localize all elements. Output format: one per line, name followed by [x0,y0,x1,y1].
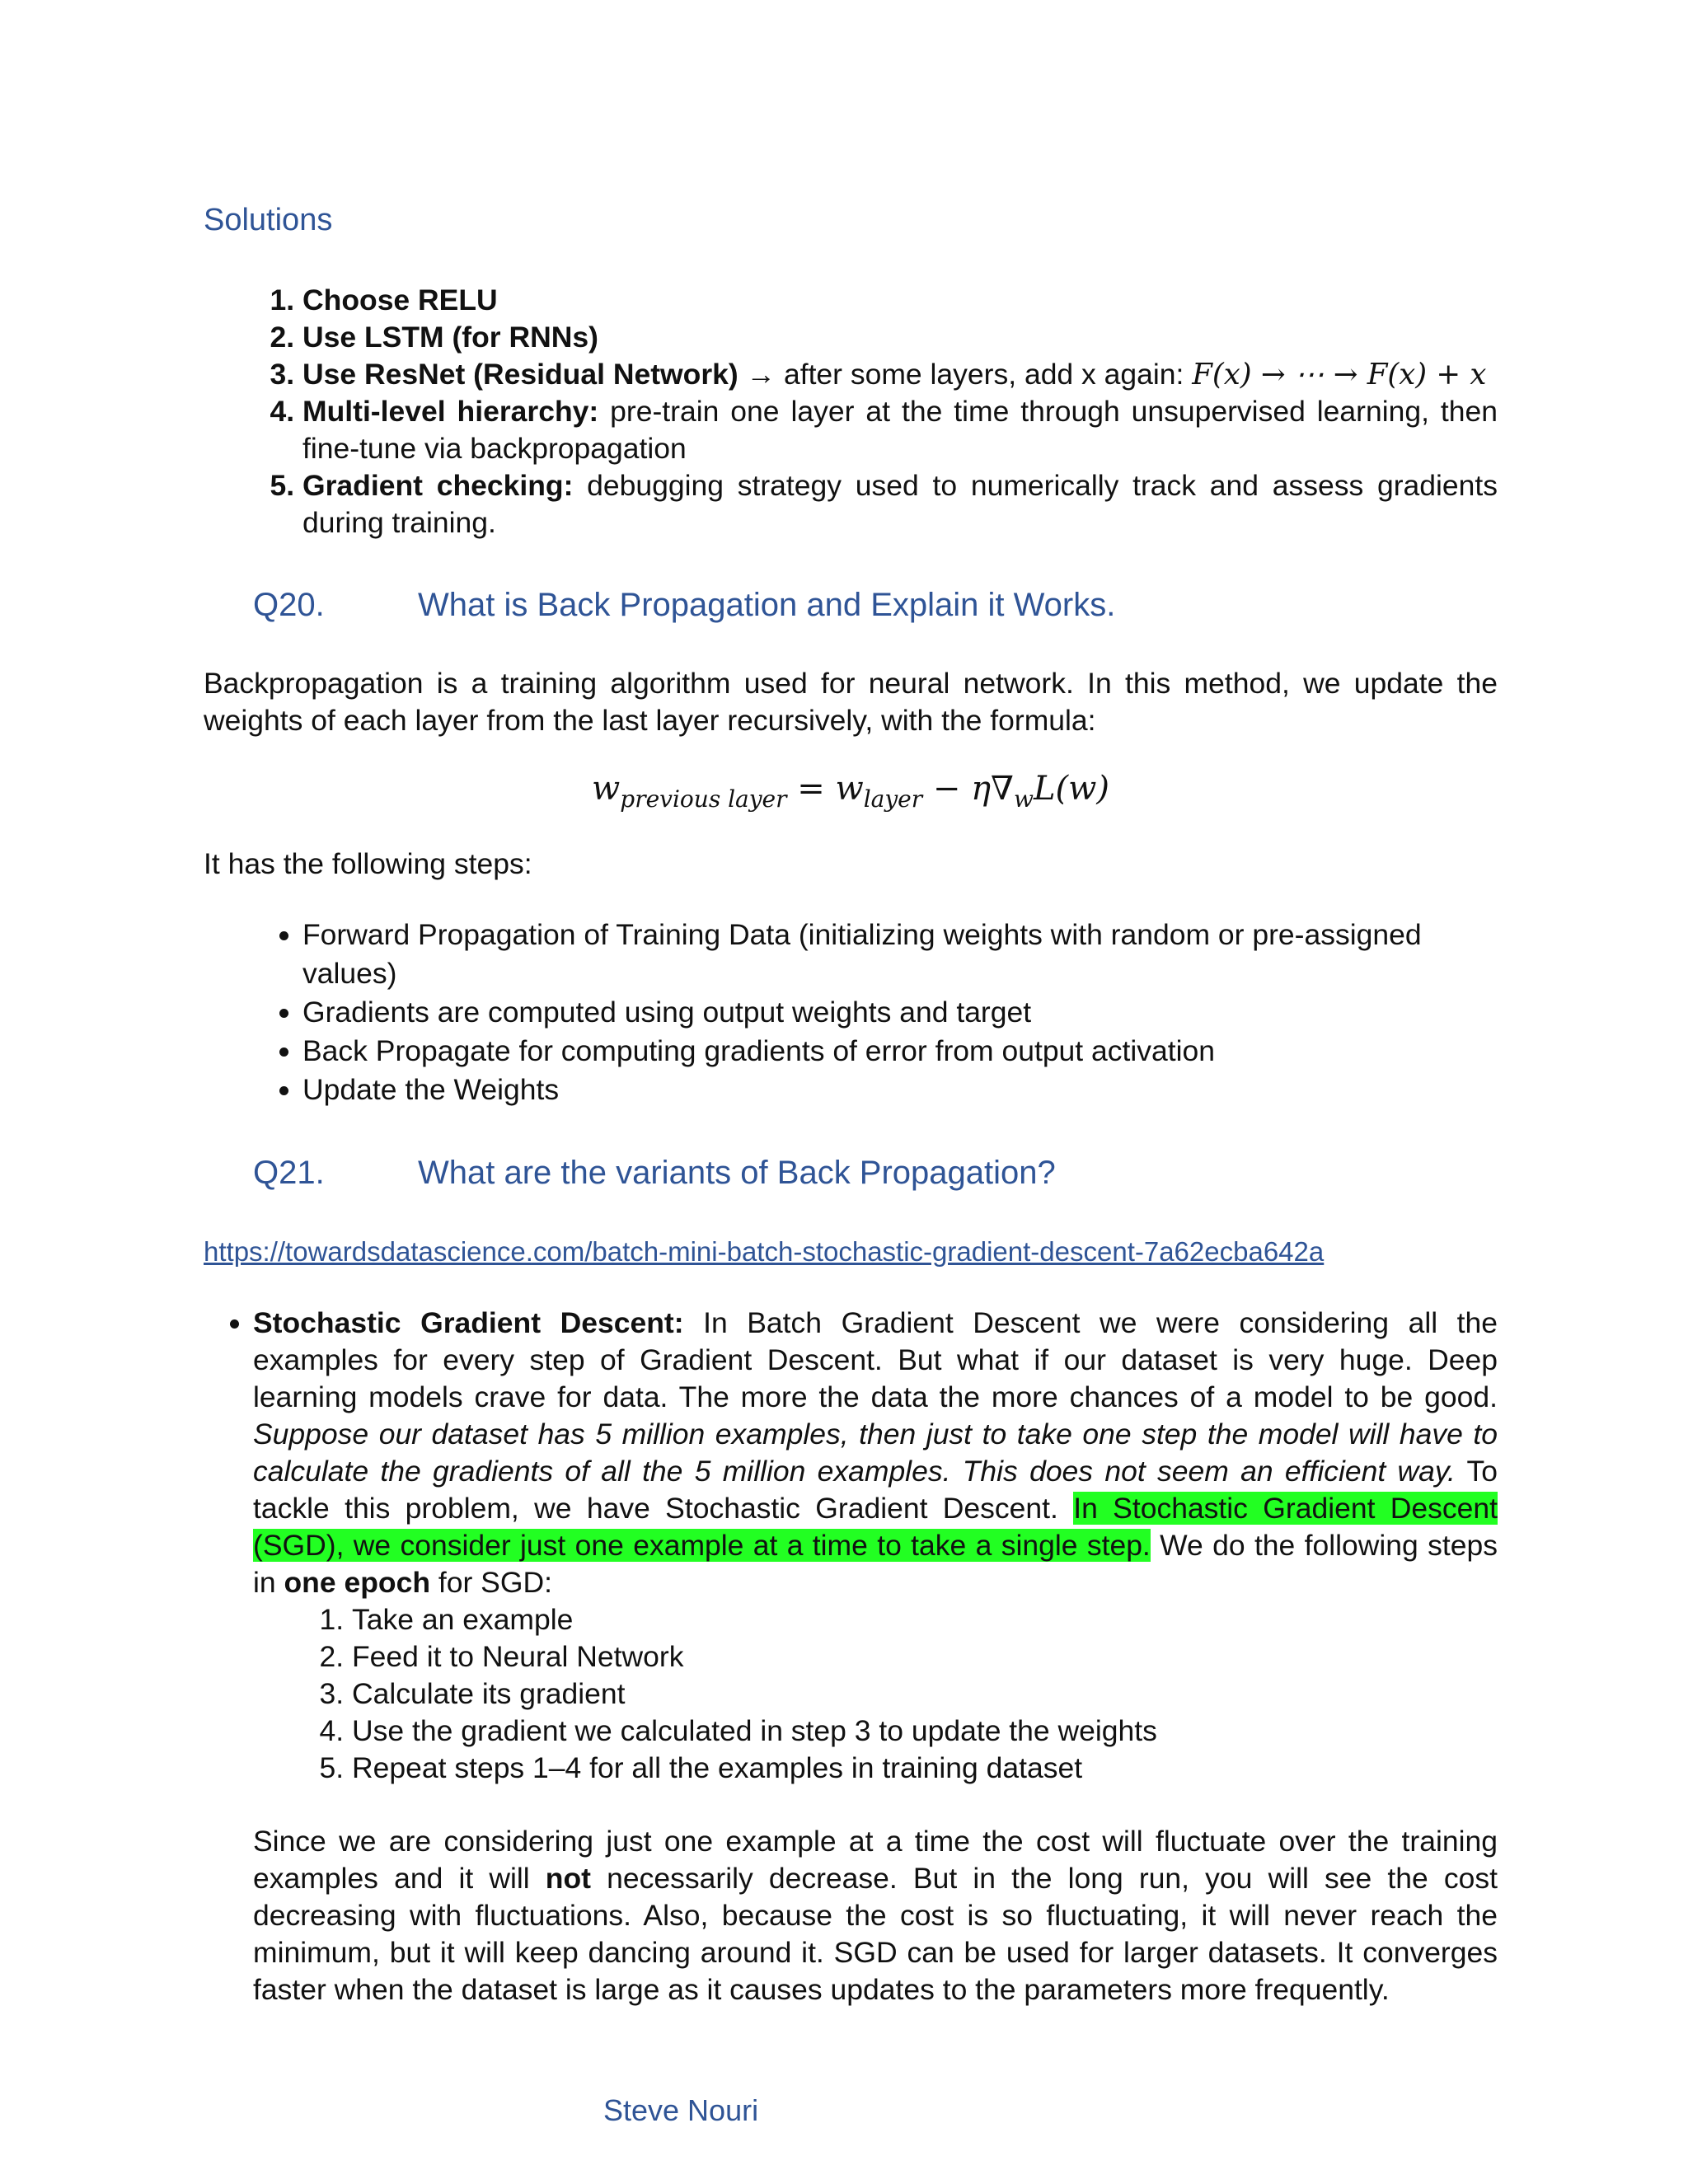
solution-text: pre-train one layer at the time through unsupervised learning, then fine-tune via backpropagation [302,395,1498,465]
solution-item-3 [302,356,1498,393]
solution-label: Use ResNet (Residual Network) [302,358,738,391]
formula-tail: L(w) [1033,770,1109,808]
sgd-explanation-2: necessarily decrease. But in the long run, you will see the cost decreasing with fluctuations. Also, because the cost is so fluctuating, it will never reach the minimum, but it will keep dancing around it. SGD can be used for larger datasets. It converges faster when the dataset is large as it causes updates to the parameters more frequently. [253,1862,1498,2006]
solution-item-4 [302,393,1498,467]
solution-text: after some layers, add x again: [776,358,1193,391]
solution-item-5 [302,467,1498,541]
sgd-explanation-1: Since we are considering just one example at a time the cost will fluctuate over the training examples and it will [253,1825,1498,1895]
sgd-steps-list [253,1601,1498,1787]
sgd-bold: one epoch [284,1566,431,1599]
formula-lhs: w [592,770,621,808]
q20-number: Q20. [253,587,325,623]
sgd-item [253,1305,1498,1787]
right-arrow-icon: → [746,358,776,391]
sgd-text-3: We do the following steps in [253,1529,1498,1599]
formula-rhs: − η∇ [922,770,1014,808]
solution-label: Use LSTM (for RNNs) [302,321,598,354]
sgd-text-1: In Batch Gradient Descent we were considering all the examples for every step of Gradient Descent. But what if our dataset is very huge. Deep learning models crave for data. The more the data the more chances of a model to be good. [253,1306,1498,1413]
solution-label: Gradient checking: [302,469,574,502]
q21-title: What are the variants of Back Propagation? [418,1155,1056,1191]
formula-eq: = w [786,770,864,808]
backprop-formula [204,771,1498,818]
solution-label: Multi-level hierarchy: [302,395,599,428]
sgd-explanation [253,1823,1498,2008]
page-content [204,202,1498,2008]
formula-rhs-sub: layer [863,785,923,813]
sgd-text-4: for SGD: [430,1566,552,1599]
list-item: 1. Take an example [352,1601,1498,1638]
footer-author: Steve Nouri [603,2093,759,2127]
solution-label: Choose RELU [302,284,498,316]
sgd-italic: Suppose our dataset has 5 million examples, then just to take one step the model will have to calculate the gradients of all the 5 million examples. This does not seem an efficient way. [253,1418,1498,1488]
sgd-highlight: In Stochastic Gradient Descent (SGD), we consider just one example at a time to take a single step. [253,1492,1498,1562]
variants-list [204,1305,1498,1787]
solution-item-1 [302,282,1498,319]
formula-lhs-sub: previous layer [620,785,787,813]
q20-steps-list [204,916,1498,1109]
q21-number: Q21. [253,1155,325,1191]
list-item: • Update the Weights [302,1071,1498,1109]
list-item: 3. Calculate its gradient [352,1675,1498,1713]
solutions-list [204,282,1498,541]
list-item: • Forward Propagation of Training Data (initializing weights with random or pre-assigned values) [302,916,1498,993]
formula-grad-sub: w [1013,785,1034,813]
solutions-title: Solutions [204,203,333,237]
list-item: 4. Use the gradient we calculated in step 3 to update the weights [352,1713,1498,1750]
q20-steps-intro: It has the following steps: [204,847,532,880]
solution-text: debugging strategy used to numerically track and assess gradients during training. [302,469,1498,539]
sgd-explanation-bold: not [545,1862,591,1895]
reference-link[interactable]: https://towardsdatascience.com/batch-mini-batch-stochastic-gradient-descent-7a62ecba642a [204,1236,1325,1267]
q20-heading [253,584,1498,626]
list-item: • Back Propagate for computing gradients of error from output activation [302,1032,1498,1071]
q21-heading [253,1152,1498,1193]
q20-title: What is Back Propagation and Explain it Works. [418,587,1116,623]
list-item: 5. Repeat steps 1–4 for all the examples in training dataset [352,1750,1498,1787]
solution-math: F(x) → ⋯ → F(x) + x [1192,358,1487,391]
list-item: • Gradients are computed using output weights and target [302,993,1498,1032]
solution-item-2 [302,319,1498,356]
sgd-text-2: To tackle this problem, we have Stochastic Gradient Descent. [253,1455,1498,1525]
q20-intro: Backpropagation is a training algorithm used for neural network. In this method, we update the weights of each layer from the last layer recursively, with the formula: [204,667,1498,737]
sgd-label: Stochastic Gradient Descent: [253,1306,684,1339]
list-item: 2. Feed it to Neural Network [352,1638,1498,1675]
